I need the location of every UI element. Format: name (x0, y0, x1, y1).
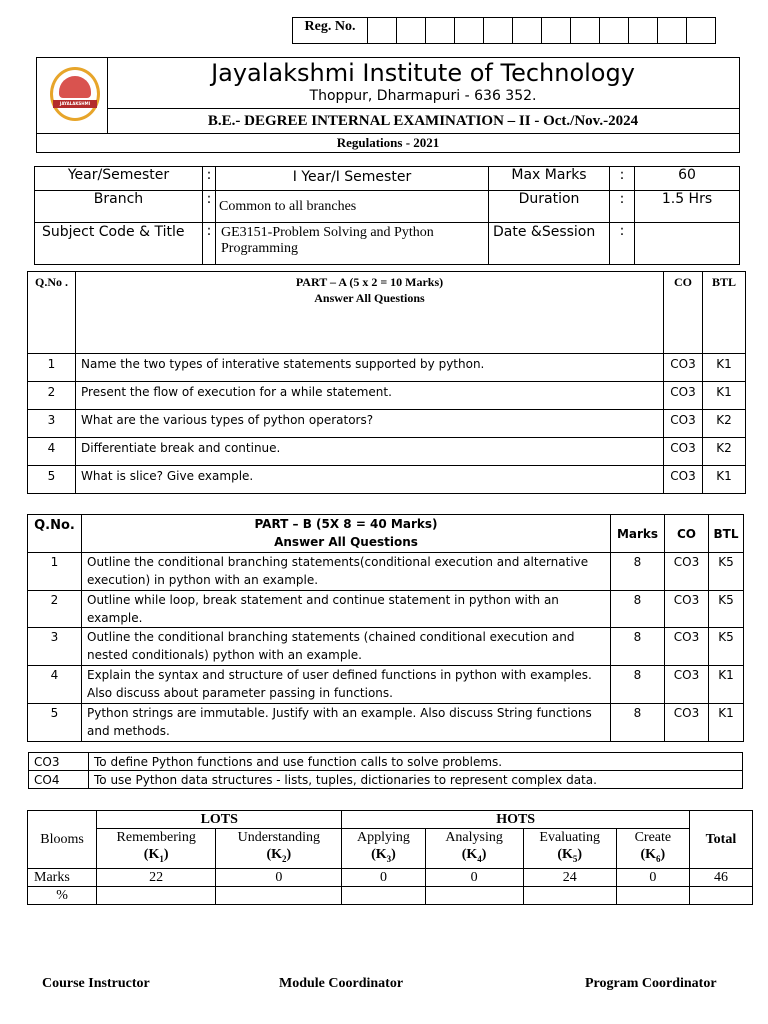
table-row (29, 753, 743, 771)
reg-no-box[interactable] (484, 18, 513, 44)
table-row (28, 553, 744, 591)
program-coordinator-signature: Program Coordinator (585, 976, 717, 991)
question-co: CO3 (664, 466, 703, 494)
question-text: Explain the syntax and structure of user defined functions in python with examples. Also discuss about parameter passing in functions. (82, 666, 611, 704)
part-a-header (76, 272, 664, 354)
question-btl: K1 (703, 382, 746, 410)
part-a-table (27, 271, 746, 494)
hots-header: HOTS (342, 811, 689, 829)
exam-title: B.E.- DEGREE INTERNAL EXAMINATION – II - Oct./Nov.-2024 (107, 108, 739, 134)
level-name: Applying (357, 830, 410, 845)
question-marks: 8 (611, 666, 665, 704)
year-value: I Year/I Semester (216, 167, 489, 191)
course-instructor-signature: Course Instructor (42, 976, 150, 991)
marks-value: 0 (616, 868, 689, 886)
question-number: 5 (28, 466, 76, 494)
level-name: Remembering (116, 830, 196, 845)
branch-label: Branch (35, 191, 203, 223)
question-co: CO3 (665, 591, 709, 628)
question-co: CO3 (664, 354, 703, 382)
level-code: $(K_4)$ (461, 847, 487, 864)
institute-address: Thoppur, Dharmapuri - 636 352. (309, 88, 537, 104)
question-number: 1 (28, 354, 76, 382)
question-btl: K1 (703, 354, 746, 382)
question-number: 2 (28, 382, 76, 410)
blooms-label: Blooms (28, 811, 97, 869)
percent-value (216, 886, 342, 904)
table-row (28, 704, 744, 742)
marks-label: Marks (28, 868, 97, 886)
colon: : (610, 223, 635, 265)
co-code: CO3 (29, 753, 89, 771)
logo-cell (37, 58, 108, 133)
level-code: $(K_2)$ (266, 847, 292, 864)
marks-value: 22 (97, 868, 216, 886)
question-btl: K1 (709, 704, 744, 742)
institute-header (36, 57, 740, 153)
max-marks-label: Max Marks (489, 167, 610, 191)
percent-value (425, 886, 523, 904)
max-marks-value: 60 (635, 167, 740, 191)
question-btl: K1 (709, 666, 744, 704)
marks-value: 24 (523, 868, 616, 886)
part-a-btl-header: BTL (703, 272, 746, 354)
regulations: Regulations - 2021 (37, 133, 739, 153)
part-a-co-header: CO (664, 272, 703, 354)
question-marks: 8 (611, 704, 665, 742)
question-co: CO3 (665, 553, 709, 591)
question-btl: K1 (703, 466, 746, 494)
question-marks: 8 (611, 628, 665, 666)
question-co: CO3 (665, 666, 709, 704)
table-row (28, 382, 746, 410)
percent-value (523, 886, 616, 904)
table-row (28, 438, 746, 466)
question-btl: K2 (703, 438, 746, 466)
table-row (28, 628, 744, 666)
level-understanding (216, 829, 342, 869)
part-b-table (27, 514, 744, 742)
level-applying (342, 829, 425, 869)
module-coordinator-signature: Module Coordinator (279, 976, 404, 991)
level-code: $(K_1)$ (143, 847, 169, 864)
question-btl: K2 (703, 410, 746, 438)
part-b-header (82, 515, 611, 553)
marks-value: 0 (425, 868, 523, 886)
part-b-co-header: CO (665, 515, 709, 553)
table-row (29, 771, 743, 789)
level-analysing (425, 829, 523, 869)
question-btl: K5 (709, 628, 744, 666)
percent-value (97, 886, 216, 904)
colon: : (610, 167, 635, 191)
part-b-title: PART – B (5X 8 = 40 Marks) (254, 517, 438, 531)
co-description: To define Python functions and use function calls to solve problems. (89, 753, 743, 771)
question-marks: 8 (611, 553, 665, 591)
colon: : (203, 167, 216, 191)
level-remembering (97, 829, 216, 869)
co-description: To use Python data structures - lists, tuples, dictionaries to represent complex data. (89, 771, 743, 789)
percent-total (689, 886, 752, 904)
marks-value: 0 (216, 868, 342, 886)
part-b-qno-header: Q.No. (28, 515, 82, 553)
subject-label: Subject Code & Title (35, 223, 203, 265)
table-row (28, 466, 746, 494)
question-number: 1 (28, 553, 82, 591)
level-code: $(K_3)$ (371, 847, 396, 864)
table-row (28, 354, 746, 382)
question-text: Python strings are immutable. Justify with an example. Also discuss String functions and methods. (82, 704, 611, 742)
reg-no-box[interactable] (426, 18, 455, 44)
reg-no-box[interactable] (397, 18, 426, 44)
question-text: Outline the conditional branching statements(conditional execution and alternative execution) in python with an example. (82, 553, 611, 591)
duration-value: 1.5 Hrs (635, 191, 740, 223)
co-code: CO4 (29, 771, 89, 789)
question-number: 4 (28, 666, 82, 704)
subject-value: GE3151-Problem Solving and Python Programming (216, 223, 489, 265)
question-number: 3 (28, 628, 82, 666)
reg-no-box[interactable] (455, 18, 484, 44)
reg-no-box[interactable] (600, 18, 629, 44)
question-btl: K5 (709, 553, 744, 591)
question-text: Name the two types of interative statements supported by python. (76, 354, 664, 382)
colon: : (203, 191, 216, 223)
duration-label: Duration (489, 191, 610, 223)
total-header: Total (689, 811, 752, 869)
table-row (28, 410, 746, 438)
question-marks: 8 (611, 591, 665, 628)
reg-no-box[interactable] (658, 18, 687, 44)
question-co: CO3 (664, 382, 703, 410)
question-co: CO3 (664, 438, 703, 466)
branch-value: Common to all branches (216, 191, 489, 223)
exam-info-table (34, 166, 740, 265)
part-a-title: PART – A (5 x 2 = 10 Marks) (295, 275, 444, 289)
part-b-subtitle: Answer All Questions (274, 535, 418, 549)
question-co: CO3 (665, 628, 709, 666)
blooms-table (27, 810, 753, 905)
course-outcomes-table (28, 752, 743, 789)
reg-no-box[interactable] (629, 18, 658, 44)
level-code: $(K_6)$ (640, 847, 666, 864)
question-number: 5 (28, 704, 82, 742)
level-code: $(K_5)$ (557, 847, 583, 864)
table-row (28, 666, 744, 704)
year-label: Year/Semester (35, 167, 203, 191)
level-name: Create (634, 830, 672, 845)
question-btl: K5 (709, 591, 744, 628)
reg-no-box[interactable] (571, 18, 600, 44)
part-b-btl-header: BTL (709, 515, 744, 553)
question-co: CO3 (665, 704, 709, 742)
colon: : (610, 191, 635, 223)
question-text: What is slice? Give example. (76, 466, 664, 494)
percent-value (342, 886, 425, 904)
reg-no-box[interactable] (368, 18, 397, 44)
logo-text: JAYALAKSHMI (53, 100, 97, 108)
table-row (28, 886, 753, 904)
question-co: CO3 (664, 410, 703, 438)
reg-no-box[interactable] (542, 18, 571, 44)
level-name: Understanding (237, 830, 321, 845)
question-text: What are the various types of python operators? (76, 410, 664, 438)
question-number: 3 (28, 410, 76, 438)
level-evaluating (523, 829, 616, 869)
part-a-qno-header: Q.No . (28, 272, 76, 354)
reg-no-table (292, 17, 716, 44)
question-text: Differentiate break and continue. (76, 438, 664, 466)
part-b-marks-header: Marks (611, 515, 665, 553)
date-label: Date &Session (489, 223, 610, 265)
question-number: 2 (28, 591, 82, 628)
question-text: Outline the conditional branching statements (chained conditional execution and nested conditionals) python with an example. (82, 628, 611, 666)
question-number: 4 (28, 438, 76, 466)
part-a-subtitle: Answer All Questions (314, 291, 425, 305)
question-text: Outline while loop, break statement and continue statement in python with an example. (82, 591, 611, 628)
percent-value (616, 886, 689, 904)
marks-value: 0 (342, 868, 425, 886)
table-row (28, 591, 744, 628)
level-name: Evaluating (539, 830, 601, 845)
institute-logo (50, 67, 100, 121)
level-create (616, 829, 689, 869)
lots-header: LOTS (97, 811, 342, 829)
logo-emblem (59, 76, 91, 98)
level-name: Analysing (445, 830, 503, 845)
reg-no-box[interactable] (513, 18, 542, 44)
reg-no-label: Reg. No. (293, 18, 368, 44)
institute-name: Jayalakshmi Institute of Technology (211, 59, 635, 87)
date-value (635, 223, 740, 265)
colon: : (203, 223, 216, 265)
percent-label: % (28, 886, 97, 904)
marks-total: 46 (689, 868, 752, 886)
question-text: Present the flow of execution for a while statement. (76, 382, 664, 410)
reg-no-box[interactable] (687, 18, 716, 44)
table-row (28, 868, 753, 886)
